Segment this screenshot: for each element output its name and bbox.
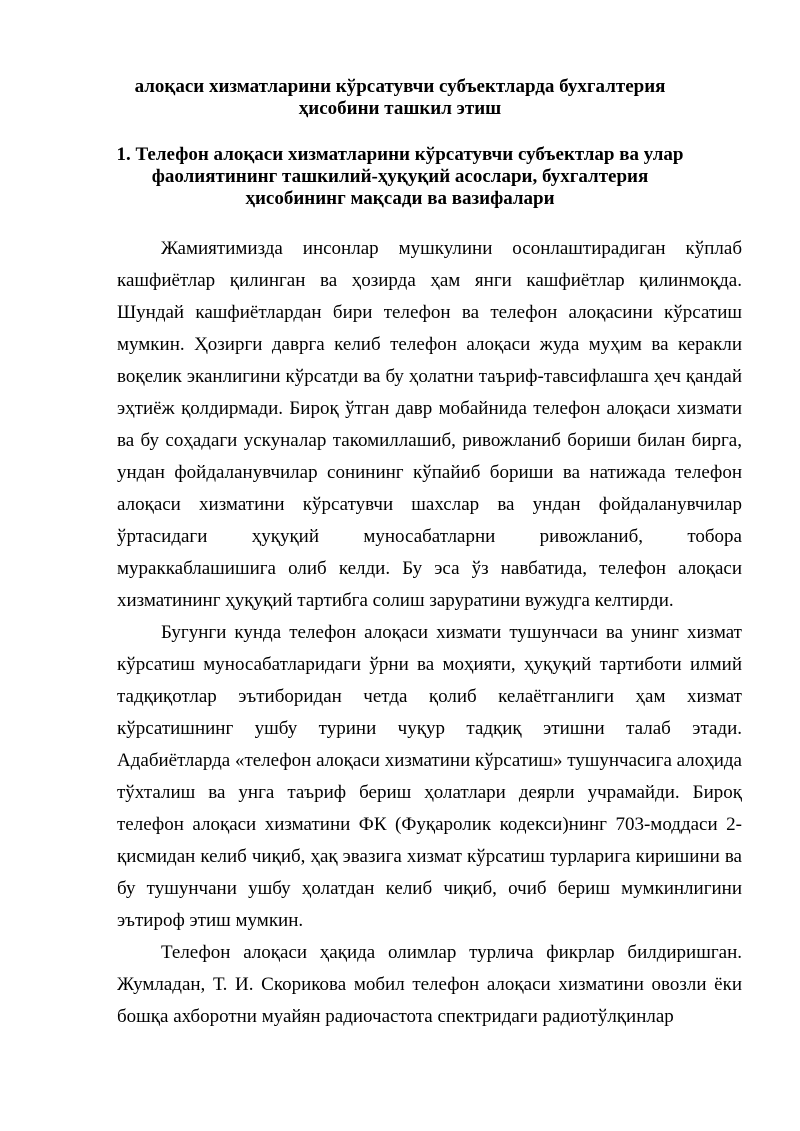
section-heading: 1. Телефон алоқаси хизматларини кўрсатувчи субъектлар ва улар фаолиятининг ташкилий-ҳуқуқий асослари, бухгалтерия ҳисобининг мақсади ва вазифалари [116, 144, 684, 209]
document-title: алоқаси хизматларини кўрсатувчи субъектларда бухгалтерия ҳисобини ташкил этиш [134, 76, 666, 119]
paragraph-3: Телефон алоқаси ҳақида олимлар турлича фикрлар билдиришган. Жумладан, Т. И. Скорикова мобил телефон алоқаси хизматини овозли ёки бошқа ахборотни муайян радиочастота спектридаги радиотўлқинлар [117, 942, 742, 1027]
paragraph-1: Жамиятимизда инсонлар мушкулини осонлаштирадиган кўплаб кашфиётлар қилинган ва ҳозирда ҳам янги кашфиётлар қилинмоқда. Шундай кашфиётлардан бири телефон ва телефон алоқасини кўрсатиш мумкин. Ҳозирги даврга келиб телефон алоқаси жуда муҳим ва керакли воқелик эканлигини кўрсатди ва бу ҳолатни таъриф-тавсифлашга ҳеч қандай эҳтиёж қолдирмади. Бироқ ўтган давр мобайнида телефон алоқаси хизмати ва бу соҳадаги ускуналар такомиллашиб, ривожланиб бориши билан бирга, ундан фойдаланувчилар сонининг кўпайиб бориши ва натижада телефон алоқаси хизматини кўрсатувчи шахслар ва ундан фойдаланувчилар ўртасидаги ҳуқуқий муносабатларни ривожланиб, тобора мураккаблашишига олиб келди. Бу эса ўз навбатида, телефон алоқаси хизматининг ҳуқуқий тартибга солиш заруратини вужудга келтирди. [117, 238, 742, 611]
body-text [117, 233, 742, 1033]
paragraph-2: Бугунги кунда телефон алоқаси хизмати тушунчаси ва унинг хизмат кўрсатиш муносабатларидаги ўрни ва моҳияти, ҳуқуқий тартиботи илмий тадқиқотлар эътиборидан четда қолиб келаётганлиги ҳам хизмат кўрсатишнинг ушбу турини чуқур тадқиқ этишни талаб этади. Адабиётларда «телефон алоқаси хизматини кўрсатиш» тушунчасига алоҳида тўхталиш ва унга таъриф бериш ҳолатлари деярли учрамайди. Бироқ телефон алоқаси хизматини ФК (Фуқаролик кодекси)нинг 703-моддаси 2-қисмидан келиб чиқиб, ҳақ эвазига хизмат кўрсатиш турларига киришини ва бу тушунчани ушбу ҳолатдан келиб чиқиб, очиб бериш мумкинлигини эътироф этиш мумкин. [117, 622, 742, 931]
